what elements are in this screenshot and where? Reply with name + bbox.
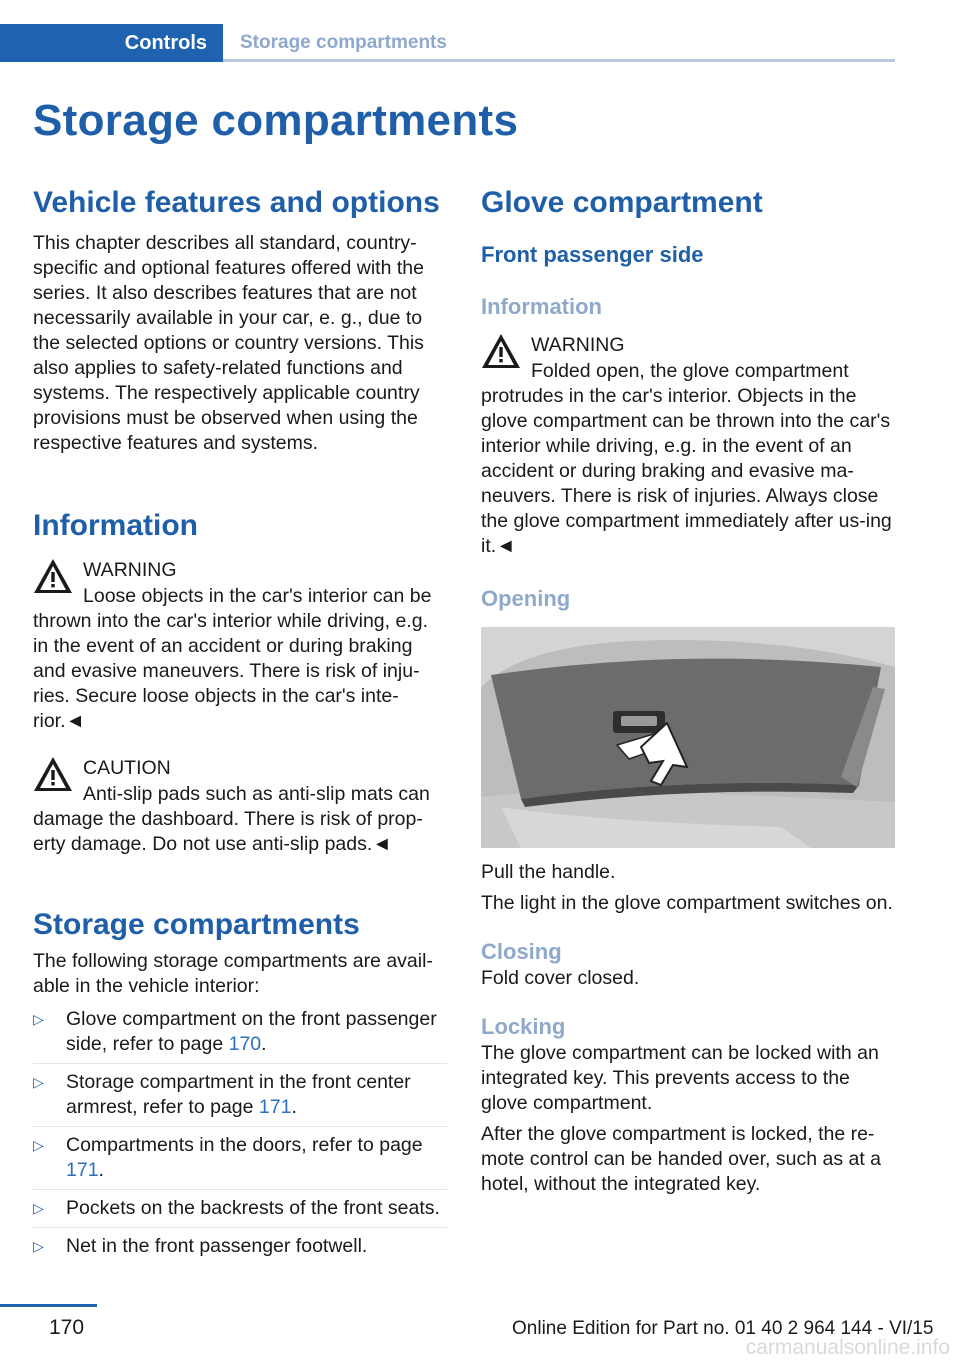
list-item: ▷ Compartments in the doors, refer to page 171. bbox=[33, 1133, 447, 1190]
locking-remote-text: After the glove compartment is locked, the re-mote control can be handed over, such as at a hotel, without the integrated key. bbox=[481, 1123, 882, 1195]
locking-heading: Locking bbox=[481, 1014, 566, 1039]
bullet-icon: ▷ bbox=[33, 1074, 44, 1090]
list-item: ▷ Pockets on the backrests of the front seats. bbox=[33, 1196, 447, 1228]
bullet-icon: ▷ bbox=[33, 1011, 44, 1027]
watermark: carmanualsonline.info bbox=[745, 1336, 950, 1359]
bullet-icon: ▷ bbox=[33, 1238, 44, 1254]
storage-list bbox=[33, 1007, 447, 1265]
opening-heading: Opening bbox=[481, 586, 571, 611]
header-rule bbox=[223, 59, 895, 62]
list-item: ▷ Glove compartment on the front passenger side, refer to page 170. bbox=[33, 1007, 447, 1064]
opening-light-text: The light in the glove compartment switches on. bbox=[481, 892, 893, 914]
opening-step-text: Pull the handle. bbox=[481, 861, 616, 883]
list-item: ▷ Net in the front passenger footwell. bbox=[33, 1235, 368, 1257]
closing-heading: Closing bbox=[481, 939, 562, 964]
page-link[interactable]: 171 bbox=[66, 1159, 99, 1181]
caution-text: Anti-slip pads such as anti-slip mats can damage the dashboard. There is risk of prop-erty damage. Do not use anti-slip pads.◄ bbox=[33, 783, 430, 855]
vehicle-features-heading: Vehicle features and options bbox=[33, 186, 440, 219]
edition-note: Online Edition for Part no. 01 40 2 964 144 - VI/15 bbox=[512, 1318, 934, 1339]
left-column bbox=[33, 185, 447, 1265]
caution-notice bbox=[33, 754, 447, 857]
storage-intro-text: The following storage compartments are avail-able in the vehicle interior: bbox=[33, 950, 433, 997]
header-bar bbox=[0, 24, 895, 62]
warning-notice bbox=[481, 331, 895, 559]
warning-label: WARNING bbox=[83, 559, 177, 581]
front-passenger-heading: Front passenger side bbox=[481, 242, 704, 267]
right-column bbox=[481, 185, 895, 1197]
bullet-icon: ▷ bbox=[33, 1137, 44, 1153]
caution-triangle-icon bbox=[33, 756, 73, 792]
page-title: Storage compartments bbox=[33, 96, 519, 145]
chapter-tab[interactable]: Controls bbox=[0, 24, 223, 62]
footer-rule bbox=[0, 1304, 97, 1307]
caution-label: CAUTION bbox=[83, 757, 171, 779]
page-number: 170 bbox=[49, 1316, 85, 1339]
section-tab[interactable]: Storage compartments bbox=[240, 32, 447, 53]
warning-triangle-icon bbox=[33, 558, 73, 594]
warning-text: Loose objects in the car's interior can be thrown into the car's interior while driving, e.g. in the event of an accident or during braking and evasive maneuvers. There is risk of inju-ries. Secure loose objects in the car's inte-rior.◄ bbox=[33, 585, 432, 732]
warning-triangle-icon bbox=[481, 333, 521, 369]
information-heading: Information bbox=[33, 509, 198, 542]
page-link[interactable]: 170 bbox=[228, 1033, 262, 1055]
storage-compartments-heading: Storage compartments bbox=[33, 908, 360, 941]
closing-text: Fold cover closed. bbox=[481, 967, 640, 989]
list-item: ▷ Storage compartment in the front center armrest, refer to page 171. bbox=[33, 1070, 447, 1127]
page-link[interactable]: 171 bbox=[258, 1096, 292, 1118]
warning-label: WARNING bbox=[531, 334, 625, 356]
information-subheading: Information bbox=[481, 294, 602, 319]
vehicle-features-text: This chapter describes all standard, country-specific and optional features offered with the series. It also describes features that are not necessarily available in your car, e. g., due to the selected options or country versions. This also applies to safety-related functions and systems. The respectively applicable country provisions must be observed when using the respective features and systems. bbox=[33, 232, 424, 454]
glove-compartment-illustration bbox=[481, 627, 895, 848]
locking-text: The glove compartment can be locked with an integrated key. This prevents access to the glove compartment. bbox=[481, 1042, 879, 1114]
warning-text: Folded open, the glove compartment protrudes in the car's interior. Objects in the glove compartment can be thrown into the car's interior while driving, e.g. in the event of an accident or during braking and evasive ma-neuvers. There is risk of injuries. Always close the glove compartment immediately after us-ing it.◄ bbox=[481, 360, 892, 557]
glove-compartment-heading: Glove compartment bbox=[481, 186, 763, 219]
bullet-icon: ▷ bbox=[33, 1200, 44, 1216]
warning-notice bbox=[33, 556, 447, 734]
